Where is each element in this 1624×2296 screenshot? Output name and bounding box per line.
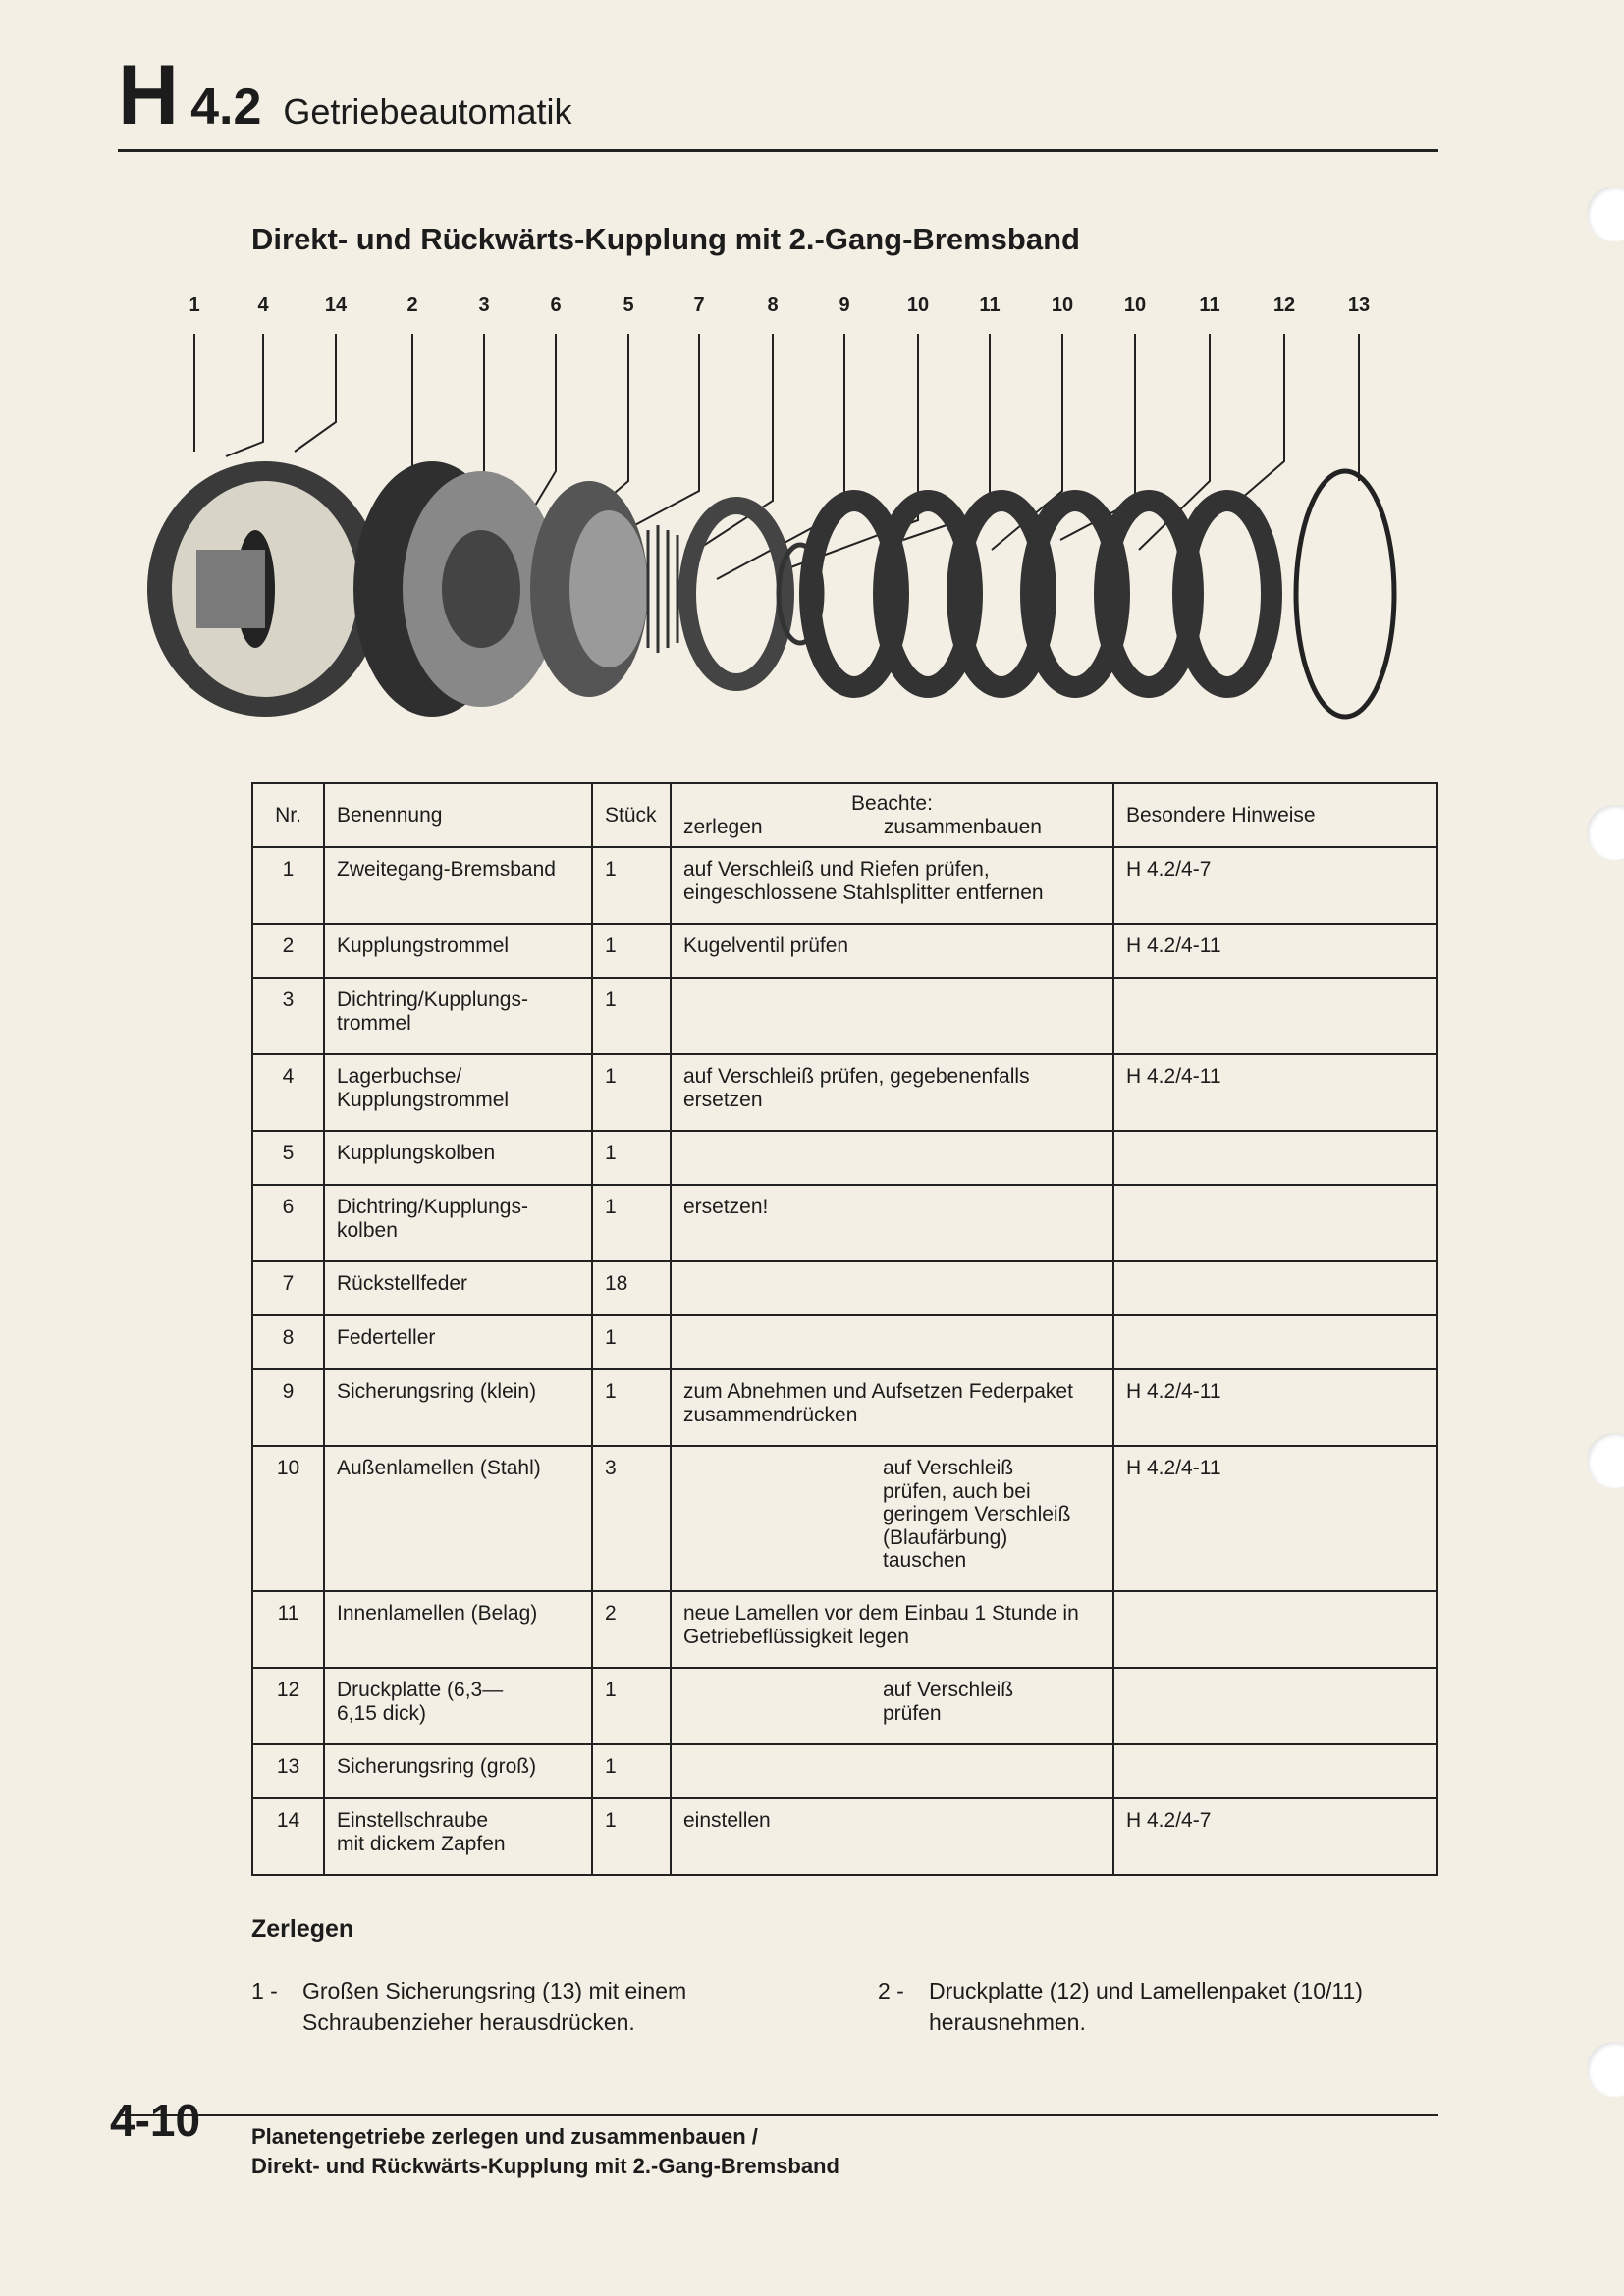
cell-nr: 5	[252, 1131, 324, 1185]
cell-nr: 14	[252, 1798, 324, 1875]
cell-qty: 3	[592, 1446, 671, 1591]
cell-name: Sicherungsring (klein)	[324, 1369, 592, 1446]
cell-qty: 1	[592, 1054, 671, 1131]
cell-nr: 6	[252, 1185, 324, 1261]
cell-nr: 2	[252, 924, 324, 978]
table-row	[252, 1131, 1437, 1185]
cell-name-text: Druckplatte (6,3—6,15 dick)	[337, 1679, 504, 1725]
table-row	[252, 1798, 1437, 1875]
footer-line-2: Direkt- und Rückwärts-Kupplung mit 2.-Gang-Bremsband	[251, 2153, 839, 2178]
header-rule	[118, 149, 1438, 152]
cell-note	[671, 1668, 1113, 1744]
cell-qty: 1	[592, 1315, 671, 1369]
cell-ref: H 4.2/4-11	[1113, 924, 1437, 978]
table-row	[252, 978, 1437, 1054]
footer-text	[251, 2122, 839, 2180]
exploded-view-illustration	[147, 314, 1443, 726]
cell-qty: 2	[592, 1591, 671, 1668]
page-header	[118, 47, 572, 144]
cell-name: Kupplungskolben	[324, 1131, 592, 1185]
cell-note	[671, 1315, 1113, 1369]
callout-label: 14	[324, 294, 348, 316]
table-row	[252, 1446, 1437, 1591]
header-refs: Besondere Hinweise	[1113, 783, 1437, 847]
cell-note: auf Verschleiß prüfen, gegebenenfalls ersetzen	[671, 1054, 1113, 1131]
binder-hole	[1587, 2042, 1624, 2097]
callout-label: 7	[693, 294, 705, 316]
cell-name: Kupplungstrommel	[324, 924, 592, 978]
return-springs-drawing	[648, 525, 677, 653]
header-note-title: Beachte:	[851, 792, 933, 815]
step-text: Großen Sicherungsring (13) mit einem Schraubenzieher herausdrücken.	[302, 1978, 687, 2036]
header-note-left: zerlegen	[683, 815, 763, 838]
callout-label: 12	[1272, 294, 1296, 316]
cell-name-text: Einstellschraube mit dickem Zapfen	[337, 1809, 506, 1855]
table-row	[252, 1668, 1437, 1744]
parts-table	[251, 782, 1438, 1876]
zerlegen-step	[878, 1975, 1438, 2038]
cell-nr: 1	[252, 847, 324, 924]
cell-name	[324, 1668, 592, 1744]
cell-ref: H 4.2/4-7	[1113, 847, 1437, 924]
callout-label: 9	[839, 294, 850, 316]
cell-nr: 12	[252, 1668, 324, 1744]
cell-ref: H 4.2/4-11	[1113, 1369, 1437, 1446]
cell-qty: 1	[592, 1369, 671, 1446]
cell-note: neue Lamellen vor dem Einbau 1 Stunde in Getriebeflüssigkeit legen	[671, 1591, 1113, 1668]
clutch-drum-drawing	[353, 461, 560, 717]
cell-ref: H 4.2/4-11	[1113, 1446, 1437, 1591]
cell-ref	[1113, 978, 1437, 1054]
zerlegen-step	[251, 1975, 840, 2038]
binder-hole	[1587, 187, 1624, 241]
callout-label: 1	[189, 294, 200, 316]
cell-ref	[1113, 1131, 1437, 1185]
cell-ref	[1113, 1261, 1437, 1315]
cell-ref: H 4.2/4-7	[1113, 1798, 1437, 1875]
cell-name: Zweitegang-Bremsband	[324, 847, 592, 924]
binder-hole	[1587, 805, 1624, 860]
table-row	[252, 1054, 1437, 1131]
cell-qty: 1	[592, 1185, 671, 1261]
step-number: 2 -	[878, 1978, 904, 2003]
binder-hole	[1587, 1433, 1624, 1488]
header-qty: Stück	[592, 783, 671, 847]
cell-note: auf Verschleiß und Riefen prüfen, eingeschlossene Stahlsplitter entfernen	[671, 847, 1113, 924]
cell-note: einstellen	[671, 1798, 1113, 1875]
brake-band-drawing	[147, 461, 383, 717]
cell-name: Lagerbuchse/ Kupplungstrommel	[324, 1054, 592, 1131]
cell-note	[671, 978, 1113, 1054]
callout-label: 10	[906, 294, 930, 316]
callout-label: 2	[406, 294, 418, 316]
cell-name: Federteller	[324, 1315, 592, 1369]
table-row	[252, 847, 1437, 924]
table-row	[252, 1744, 1437, 1798]
footer-line-1: Planetengetriebe zerlegen und zusammenbauen /	[251, 2124, 758, 2149]
cell-nr: 8	[252, 1315, 324, 1369]
cell-note: ersetzen!	[671, 1185, 1113, 1261]
table-row	[252, 1369, 1437, 1446]
cell-name	[324, 1798, 592, 1875]
cell-nr: 9	[252, 1369, 324, 1446]
table-row	[252, 1315, 1437, 1369]
clutch-piston-drawing	[530, 481, 648, 697]
cell-ref	[1113, 1185, 1437, 1261]
callout-label: 4	[257, 294, 269, 316]
cell-note	[671, 1744, 1113, 1798]
table-row	[252, 924, 1437, 978]
cell-nr: 7	[252, 1261, 324, 1315]
header-note-right: zusammenbauen	[883, 815, 1042, 838]
table-row	[252, 1261, 1437, 1315]
cell-name: Rückstellfeder	[324, 1261, 592, 1315]
table-row	[252, 1185, 1437, 1261]
callout-label: 10	[1051, 294, 1074, 316]
step-text: Druckplatte (12) und Lamellenpaket (10/11) herausnehmen.	[929, 1978, 1363, 2036]
cell-note-text: auf Verschleiß prüfen	[883, 1679, 1014, 1725]
cell-nr: 3	[252, 978, 324, 1054]
cell-name: Dichtring/Kupplungs- trommel	[324, 978, 592, 1054]
footer-rule	[118, 2114, 1438, 2116]
large-snap-ring-drawing	[1296, 471, 1394, 717]
cell-name: Außenlamellen (Stahl)	[324, 1446, 592, 1591]
header-note	[671, 783, 1113, 847]
cell-nr: 4	[252, 1054, 324, 1131]
cell-qty: 1	[592, 1744, 671, 1798]
callout-label: 13	[1347, 294, 1371, 316]
header-name: Benennung	[324, 783, 592, 847]
page-number: 4-10	[110, 2095, 201, 2146]
cell-nr: 11	[252, 1591, 324, 1668]
callout-label: 11	[1199, 294, 1220, 316]
callout-label: 10	[1123, 294, 1147, 316]
cell-nr: 13	[252, 1744, 324, 1798]
cell-name: Dichtring/Kupplungs- kolben	[324, 1185, 592, 1261]
table-row	[252, 1591, 1437, 1668]
cell-name: Innenlamellen (Belag)	[324, 1591, 592, 1668]
section-title: Direkt- und Rückwärts-Kupplung mit 2.-Gang-Bremsband	[251, 222, 1080, 256]
cell-qty: 18	[592, 1261, 671, 1315]
cell-qty: 1	[592, 924, 671, 978]
cell-ref	[1113, 1591, 1437, 1668]
cell-qty: 1	[592, 978, 671, 1054]
cell-note: zum Abnehmen und Aufsetzen Federpaket zusammendrücken	[671, 1369, 1113, 1446]
cell-nr: 10	[252, 1446, 324, 1591]
cell-ref	[1113, 1668, 1437, 1744]
cell-note	[671, 1131, 1113, 1185]
cell-qty: 1	[592, 1668, 671, 1744]
callout-label: 3	[478, 294, 490, 316]
table-header-row	[252, 783, 1437, 847]
cell-qty: 1	[592, 1131, 671, 1185]
callout-label: 5	[623, 294, 634, 316]
spring-retainer-drawing	[687, 506, 785, 682]
cell-note: Kugelventil prüfen	[671, 924, 1113, 978]
chapter-title: Getriebeautomatik	[283, 91, 572, 132]
callout-label: 6	[550, 294, 562, 316]
cell-note	[671, 1261, 1113, 1315]
cell-ref	[1113, 1315, 1437, 1369]
header-nr: Nr.	[252, 783, 324, 847]
section-number: 4.2	[190, 79, 262, 135]
cell-qty: 1	[592, 847, 671, 924]
zerlegen-heading: Zerlegen	[251, 1915, 354, 1943]
cell-note-text: auf Verschleiß prüfen, auch bei geringem Verschleiß (Blaufärbung) tauschen	[883, 1457, 1071, 1573]
callout-label: 8	[767, 294, 779, 316]
cell-name: Sicherungsring (groß)	[324, 1744, 592, 1798]
cell-note	[671, 1446, 1113, 1591]
callout-label: 11	[979, 294, 1001, 316]
cell-ref	[1113, 1744, 1437, 1798]
step-number: 1 -	[251, 1978, 278, 2003]
cell-ref: H 4.2/4-11	[1113, 1054, 1437, 1131]
clutch-plates-drawing	[810, 501, 1272, 687]
chapter-letter: H	[118, 48, 178, 142]
cell-qty: 1	[592, 1798, 671, 1875]
